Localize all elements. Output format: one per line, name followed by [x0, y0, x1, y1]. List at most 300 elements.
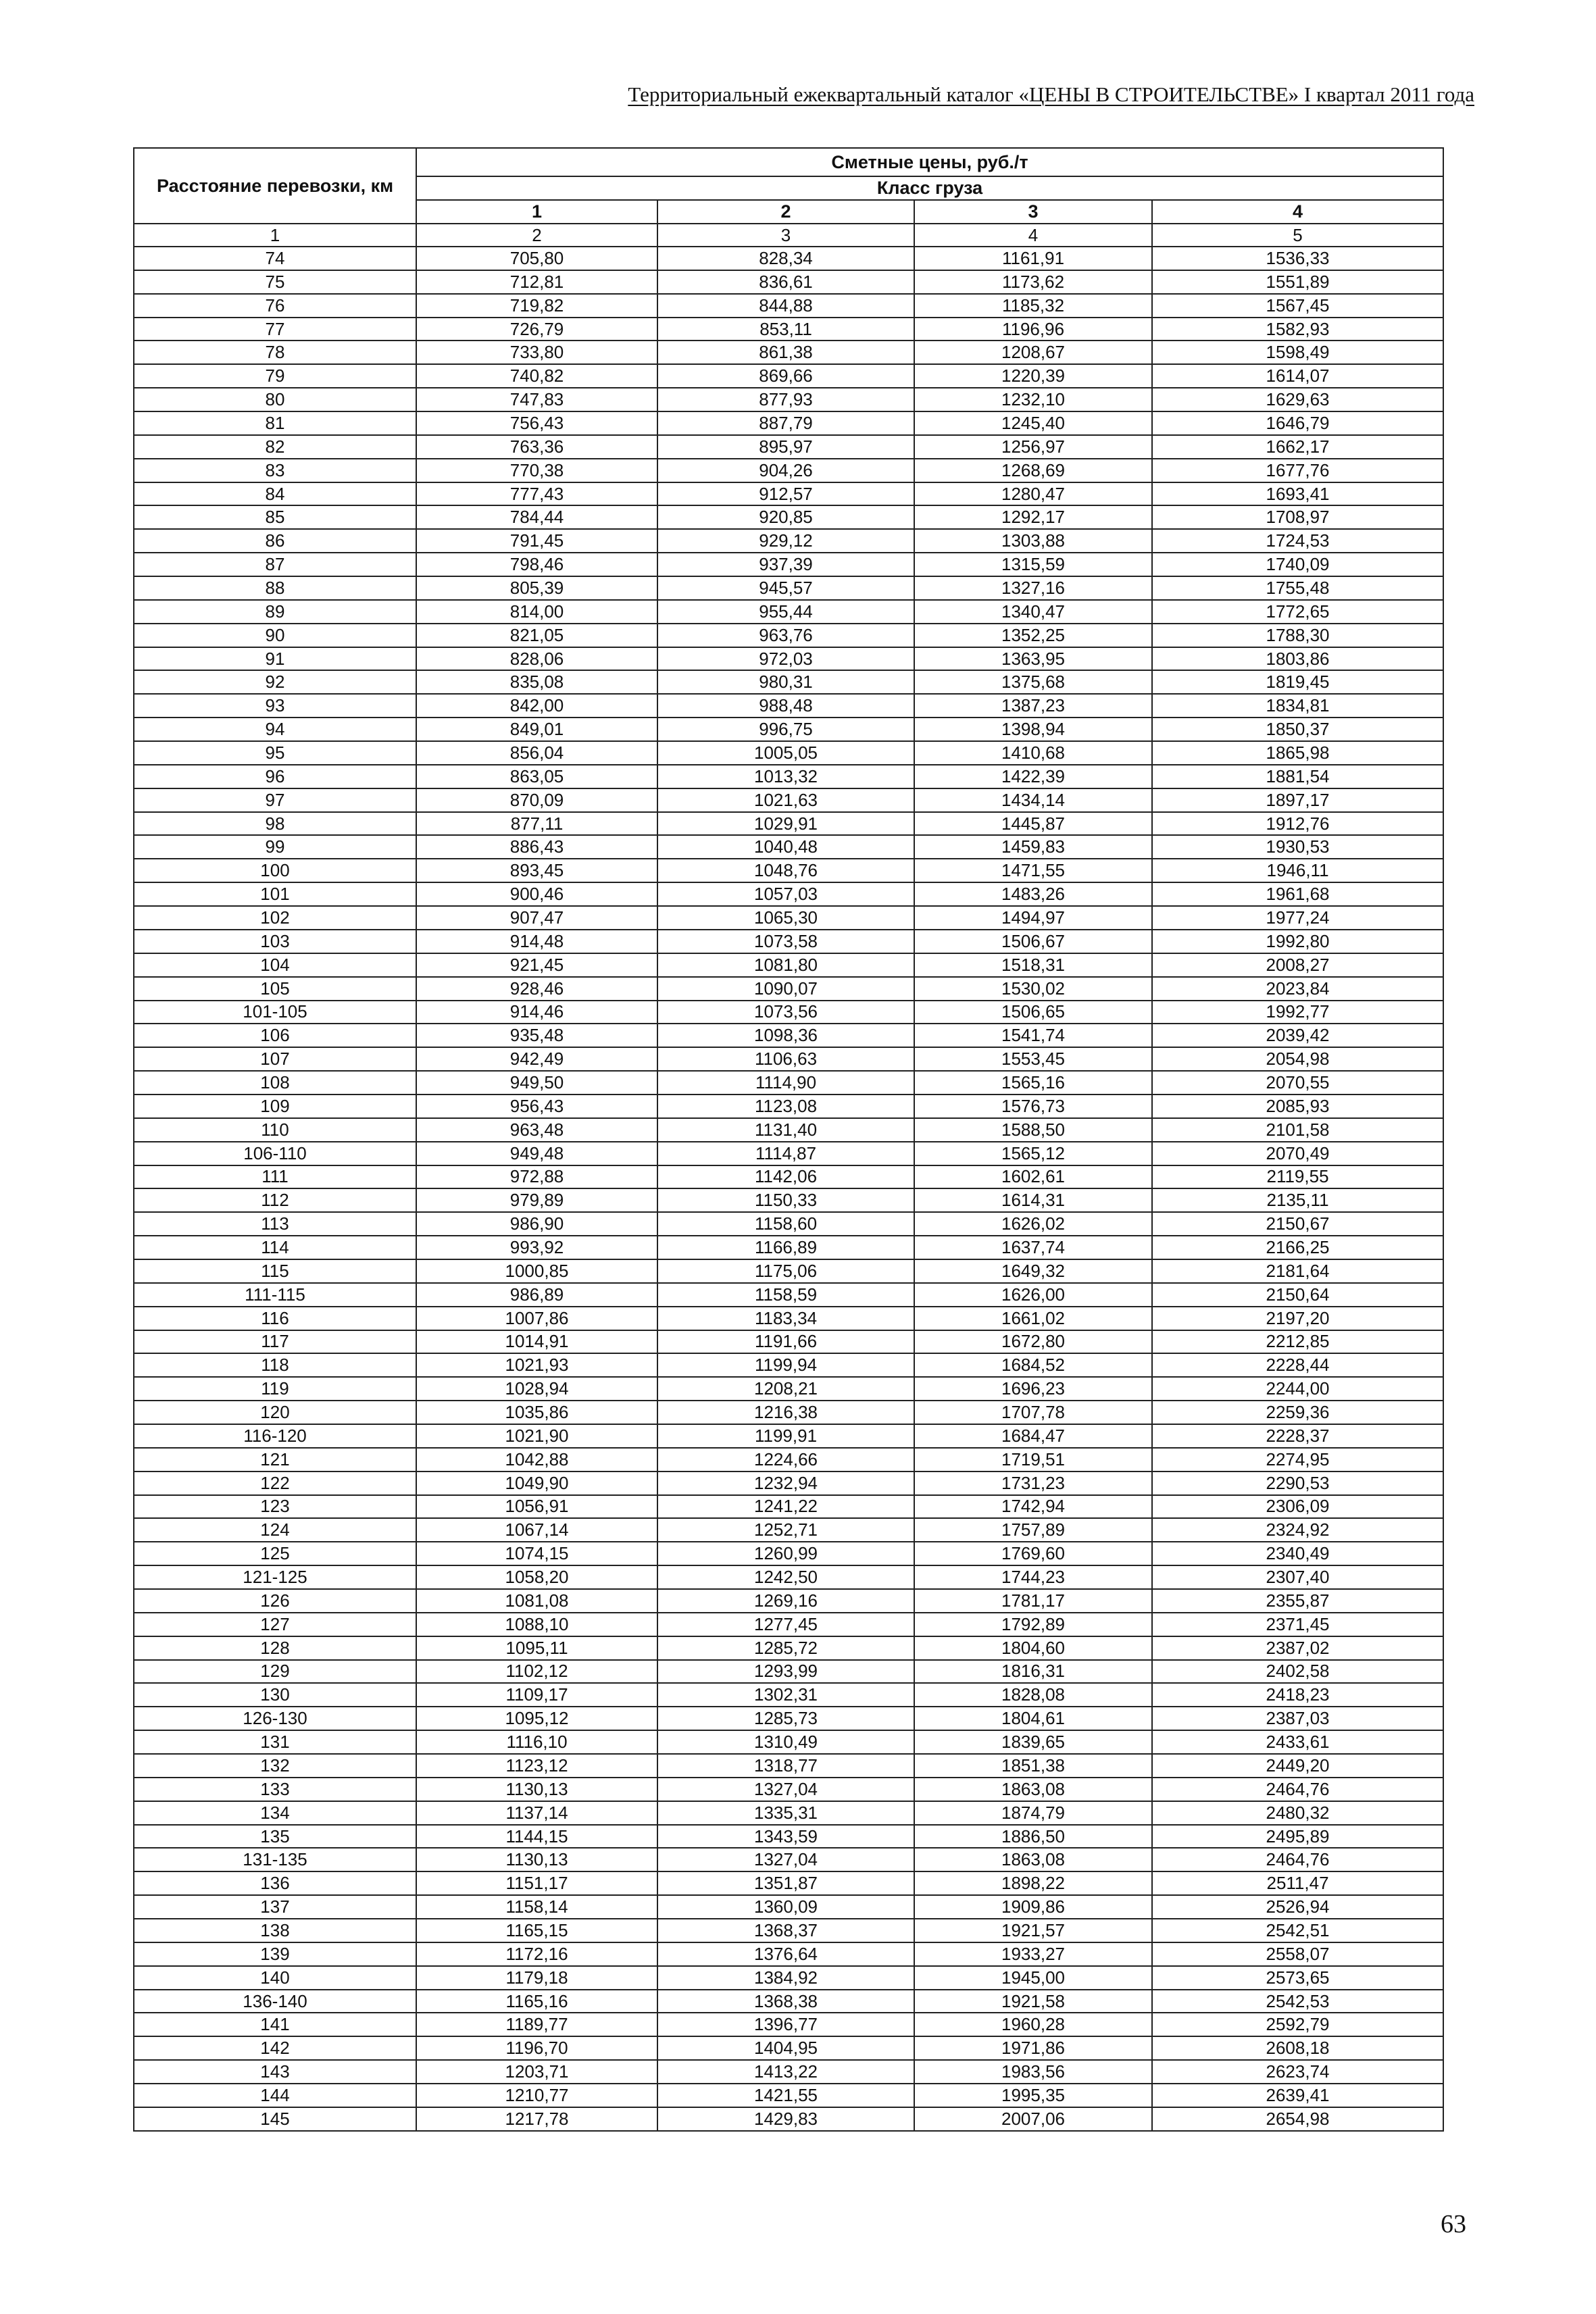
price-class-4-cell: 1708,97	[1152, 505, 1443, 529]
price-class-4-cell: 2639,41	[1152, 2084, 1443, 2107]
price-class-4-cell: 1598,49	[1152, 341, 1443, 364]
distance-cell: 134	[134, 1801, 416, 1825]
price-class-3-cell: 1541,74	[914, 1024, 1152, 1047]
price-class-2-cell: 1343,59	[657, 1825, 914, 1848]
distance-cell: 137	[134, 1895, 416, 1919]
distance-cell: 116	[134, 1307, 416, 1330]
price-class-3-cell: 2007,06	[914, 2107, 1152, 2131]
price-class-4-cell: 1740,09	[1152, 553, 1443, 576]
price-class-3-cell: 1208,67	[914, 341, 1152, 364]
table-row	[134, 1730, 1443, 1754]
price-class-4-cell: 2119,55	[1152, 1165, 1443, 1189]
table-row	[134, 600, 1443, 624]
distance-cell: 128	[134, 1636, 416, 1660]
price-class-4-cell: 2023,84	[1152, 977, 1443, 1001]
table-row	[134, 459, 1443, 482]
price-class-2-cell: 1158,59	[657, 1283, 914, 1307]
table-row	[134, 765, 1443, 788]
table-row	[134, 1707, 1443, 1730]
table-row	[134, 1778, 1443, 1801]
cargo-class-number: 2	[657, 200, 914, 224]
price-class-4-cell: 1850,37	[1152, 718, 1443, 741]
prices-column-header: Сметные цены, руб./т	[416, 148, 1443, 176]
price-class-4-cell: 2008,27	[1152, 953, 1443, 977]
price-class-2-cell: 1310,49	[657, 1730, 914, 1754]
price-class-2-cell: 1150,33	[657, 1188, 914, 1212]
distance-cell: 122	[134, 1472, 416, 1495]
distance-cell: 101	[134, 882, 416, 906]
price-class-4-cell: 1788,30	[1152, 624, 1443, 647]
distance-cell: 108	[134, 1071, 416, 1095]
price-class-2-cell: 929,12	[657, 529, 914, 553]
table-row	[134, 529, 1443, 553]
price-class-4-cell: 2228,44	[1152, 1353, 1443, 1377]
price-class-4-cell: 2623,74	[1152, 2060, 1443, 2084]
price-class-4-cell: 1961,68	[1152, 882, 1443, 906]
price-class-2-cell: 1421,55	[657, 2084, 914, 2107]
price-class-1-cell: 972,88	[416, 1165, 657, 1189]
price-class-2-cell: 1208,21	[657, 1377, 914, 1401]
distance-cell: 115	[134, 1259, 416, 1283]
price-class-2-cell: 861,38	[657, 341, 914, 364]
table-row	[134, 411, 1443, 435]
column-number: 3	[657, 224, 914, 247]
table-row	[134, 882, 1443, 906]
price-class-3-cell: 1471,55	[914, 859, 1152, 882]
price-class-2-cell: 1114,90	[657, 1071, 914, 1095]
table-row	[134, 2013, 1443, 2036]
price-class-4-cell: 2340,49	[1152, 1542, 1443, 1565]
price-class-1-cell: 821,05	[416, 624, 657, 647]
distance-cell: 131-135	[134, 1848, 416, 1871]
price-class-4-cell: 2054,98	[1152, 1047, 1443, 1071]
price-class-4-cell: 2039,42	[1152, 1024, 1443, 1047]
price-class-3-cell: 1553,45	[914, 1047, 1152, 1071]
table-row	[134, 953, 1443, 977]
price-class-2-cell: 1351,87	[657, 1871, 914, 1895]
price-class-2-cell: 1142,06	[657, 1165, 914, 1189]
price-class-3-cell: 1672,80	[914, 1330, 1152, 1354]
price-class-1-cell: 863,05	[416, 765, 657, 788]
price-class-1-cell: 928,46	[416, 977, 657, 1001]
table-row	[134, 1542, 1443, 1565]
table-row	[134, 647, 1443, 671]
price-class-1-cell: 842,00	[416, 694, 657, 718]
price-class-1-cell: 900,46	[416, 882, 657, 906]
price-class-1-cell: 979,89	[416, 1188, 657, 1212]
price-class-3-cell: 1933,27	[914, 1942, 1152, 1966]
price-class-1-cell: 1210,77	[416, 2084, 657, 2107]
price-class-3-cell: 1960,28	[914, 2013, 1152, 2036]
price-class-2-cell: 1065,30	[657, 906, 914, 930]
price-class-2-cell: 988,48	[657, 694, 914, 718]
price-class-4-cell: 2324,92	[1152, 1518, 1443, 1542]
price-class-2-cell: 877,93	[657, 388, 914, 411]
table-row	[134, 1212, 1443, 1236]
price-class-1-cell: 1217,78	[416, 2107, 657, 2131]
price-class-4-cell: 1930,53	[1152, 835, 1443, 859]
price-class-4-cell: 2592,79	[1152, 2013, 1443, 2036]
price-class-3-cell: 1804,60	[914, 1636, 1152, 1660]
table-row	[134, 1118, 1443, 1142]
price-class-3-cell: 1588,50	[914, 1118, 1152, 1142]
distance-cell: 109	[134, 1095, 416, 1118]
price-class-2-cell: 844,88	[657, 294, 914, 318]
price-class-2-cell: 1021,63	[657, 788, 914, 812]
price-class-4-cell: 2166,25	[1152, 1236, 1443, 1259]
price-class-2-cell: 920,85	[657, 505, 914, 529]
price-class-2-cell: 1114,87	[657, 1142, 914, 1165]
price-class-3-cell: 1684,47	[914, 1424, 1152, 1448]
price-class-1-cell: 963,48	[416, 1118, 657, 1142]
distance-cell: 145	[134, 2107, 416, 2131]
price-class-2-cell: 869,66	[657, 364, 914, 388]
distance-cell: 121	[134, 1448, 416, 1472]
price-class-1-cell: 1116,10	[416, 1730, 657, 1754]
price-class-4-cell: 2197,20	[1152, 1307, 1443, 1330]
price-class-4-cell: 2259,36	[1152, 1401, 1443, 1424]
price-class-2-cell: 1081,80	[657, 953, 914, 977]
price-class-2-cell: 963,76	[657, 624, 914, 647]
price-class-3-cell: 1256,97	[914, 435, 1152, 459]
price-class-3-cell: 1945,00	[914, 1966, 1152, 1990]
price-class-4-cell: 1912,76	[1152, 812, 1443, 836]
table-row	[134, 1236, 1443, 1259]
distance-cell: 139	[134, 1942, 416, 1966]
price-class-1-cell: 907,47	[416, 906, 657, 930]
price-class-1-cell: 1196,70	[416, 2036, 657, 2060]
price-class-1-cell: 1203,71	[416, 2060, 657, 2084]
price-class-2-cell: 895,97	[657, 435, 914, 459]
distance-cell: 95	[134, 741, 416, 765]
distance-column-header: Расстояние перевозки, км	[134, 148, 416, 224]
price-class-3-cell: 1303,88	[914, 529, 1152, 553]
price-class-1-cell: 726,79	[416, 318, 657, 341]
distance-cell: 96	[134, 765, 416, 788]
table-row	[134, 505, 1443, 529]
price-class-1-cell: 1014,91	[416, 1330, 657, 1354]
table-row	[134, 1966, 1443, 1990]
table-row	[134, 624, 1443, 647]
price-class-1-cell: 1123,12	[416, 1754, 657, 1778]
price-class-2-cell: 836,61	[657, 270, 914, 294]
price-class-1-cell: 1095,12	[416, 1707, 657, 1730]
price-class-1-cell: 784,44	[416, 505, 657, 529]
table-row	[134, 341, 1443, 364]
distance-cell: 132	[134, 1754, 416, 1778]
price-class-4-cell: 1819,45	[1152, 670, 1443, 694]
price-class-1-cell: 747,83	[416, 388, 657, 411]
price-class-1-cell: 1049,90	[416, 1472, 657, 1495]
table-row	[134, 553, 1443, 576]
distance-cell: 107	[134, 1047, 416, 1071]
price-class-2-cell: 1057,03	[657, 882, 914, 906]
table-row	[134, 1754, 1443, 1778]
table-row	[134, 1660, 1443, 1684]
distance-cell: 91	[134, 647, 416, 671]
price-class-1-cell: 1130,13	[416, 1778, 657, 1801]
distance-cell: 111-115	[134, 1283, 416, 1307]
distance-cell: 75	[134, 270, 416, 294]
table-row	[134, 977, 1443, 1001]
distance-cell: 102	[134, 906, 416, 930]
price-class-3-cell: 1518,31	[914, 953, 1152, 977]
price-class-2-cell: 1232,94	[657, 1472, 914, 1495]
price-class-3-cell: 1565,16	[914, 1071, 1152, 1095]
price-class-2-cell: 1199,91	[657, 1424, 914, 1448]
price-class-4-cell: 2181,64	[1152, 1259, 1443, 1283]
price-class-1-cell: 886,43	[416, 835, 657, 859]
price-class-3-cell: 1459,83	[914, 835, 1152, 859]
price-class-1-cell: 1000,85	[416, 1259, 657, 1283]
price-class-3-cell: 1506,67	[914, 930, 1152, 953]
price-class-3-cell: 1828,08	[914, 1683, 1152, 1707]
distance-cell: 116-120	[134, 1424, 416, 1448]
price-class-3-cell: 1398,94	[914, 718, 1152, 741]
distance-cell: 88	[134, 576, 416, 600]
distance-cell: 105	[134, 977, 416, 1001]
table-row	[134, 1613, 1443, 1636]
price-class-4-cell: 2526,94	[1152, 1895, 1443, 1919]
price-class-1-cell: 1179,18	[416, 1966, 657, 1990]
price-class-3-cell: 1327,16	[914, 576, 1152, 600]
price-class-4-cell: 2306,09	[1152, 1495, 1443, 1519]
price-class-1-cell: 914,48	[416, 930, 657, 953]
price-class-3-cell: 1661,02	[914, 1307, 1152, 1330]
price-class-2-cell: 1404,95	[657, 2036, 914, 2060]
price-class-3-cell: 1909,86	[914, 1895, 1152, 1919]
price-class-1-cell: 1165,16	[416, 1990, 657, 2013]
table-row	[134, 2084, 1443, 2107]
price-class-1-cell: 1144,15	[416, 1825, 657, 1848]
price-class-4-cell: 1834,81	[1152, 694, 1443, 718]
price-class-1-cell: 1058,20	[416, 1565, 657, 1589]
distance-cell: 113	[134, 1212, 416, 1236]
price-class-4-cell: 2654,98	[1152, 2107, 1443, 2131]
price-class-3-cell: 1232,10	[914, 388, 1152, 411]
price-class-2-cell: 1335,31	[657, 1801, 914, 1825]
price-class-3-cell: 1898,22	[914, 1871, 1152, 1895]
price-class-2-cell: 912,57	[657, 482, 914, 506]
price-class-4-cell: 2542,51	[1152, 1919, 1443, 1942]
distance-cell: 98	[134, 812, 416, 836]
price-class-3-cell: 1602,61	[914, 1165, 1152, 1189]
price-class-3-cell: 1863,08	[914, 1848, 1152, 1871]
price-class-2-cell: 1269,16	[657, 1589, 914, 1613]
price-class-1-cell: 1172,16	[416, 1942, 657, 1966]
table-row	[134, 1871, 1443, 1895]
distance-cell: 78	[134, 341, 416, 364]
price-class-1-cell: 814,00	[416, 600, 657, 624]
distance-cell: 76	[134, 294, 416, 318]
price-class-4-cell: 1567,45	[1152, 294, 1443, 318]
price-class-4-cell: 1614,07	[1152, 364, 1443, 388]
price-class-1-cell: 740,82	[416, 364, 657, 388]
price-class-4-cell: 1536,33	[1152, 247, 1443, 270]
distance-cell: 86	[134, 529, 416, 553]
price-class-3-cell: 1921,58	[914, 1990, 1152, 2013]
table-row	[134, 1518, 1443, 1542]
distance-cell: 93	[134, 694, 416, 718]
price-class-4-cell: 1772,65	[1152, 600, 1443, 624]
price-class-1-cell: 791,45	[416, 529, 657, 553]
price-class-1-cell: 719,82	[416, 294, 657, 318]
price-class-2-cell: 828,34	[657, 247, 914, 270]
price-class-1-cell: 1137,14	[416, 1801, 657, 1825]
price-class-2-cell: 1429,83	[657, 2107, 914, 2131]
price-class-2-cell: 1090,07	[657, 977, 914, 1001]
table-row	[134, 1095, 1443, 1118]
price-class-2-cell: 1183,34	[657, 1307, 914, 1330]
price-class-4-cell: 2480,32	[1152, 1801, 1443, 1825]
price-class-2-cell: 937,39	[657, 553, 914, 576]
table-row	[134, 1895, 1443, 1919]
table-row	[134, 388, 1443, 411]
table-row	[134, 482, 1443, 506]
distance-cell: 135	[134, 1825, 416, 1848]
distance-cell: 124	[134, 1518, 416, 1542]
distance-cell: 84	[134, 482, 416, 506]
price-class-1-cell: 1028,94	[416, 1377, 657, 1401]
price-class-2-cell: 1166,89	[657, 1236, 914, 1259]
price-class-1-cell: 756,43	[416, 411, 657, 435]
distance-cell: 120	[134, 1401, 416, 1424]
price-class-1-cell: 1158,14	[416, 1895, 657, 1919]
table-row	[134, 270, 1443, 294]
table-row	[134, 930, 1443, 953]
price-class-1-cell: 849,01	[416, 718, 657, 741]
price-class-1-cell: 763,36	[416, 435, 657, 459]
distance-cell: 136-140	[134, 1990, 416, 2013]
distance-cell: 106-110	[134, 1142, 416, 1165]
price-class-3-cell: 1340,47	[914, 600, 1152, 624]
distance-cell: 104	[134, 953, 416, 977]
table-row	[134, 1424, 1443, 1448]
column-number: 1	[134, 224, 416, 247]
table-row	[134, 1024, 1443, 1047]
price-class-1-cell: 1056,91	[416, 1495, 657, 1519]
price-class-1-cell: 1035,86	[416, 1401, 657, 1424]
distance-cell: 131	[134, 1730, 416, 1754]
price-class-3-cell: 1434,14	[914, 788, 1152, 812]
price-class-3-cell: 1744,23	[914, 1565, 1152, 1589]
distance-cell: 144	[134, 2084, 416, 2107]
price-class-1-cell: 805,39	[416, 576, 657, 600]
table-row	[134, 812, 1443, 836]
table-row	[134, 906, 1443, 930]
table-row	[134, 1801, 1443, 1825]
price-class-2-cell: 1285,72	[657, 1636, 914, 1660]
price-class-4-cell: 2274,95	[1152, 1448, 1443, 1472]
price-class-4-cell: 2449,20	[1152, 1754, 1443, 1778]
price-class-2-cell: 1327,04	[657, 1778, 914, 1801]
distance-cell: 103	[134, 930, 416, 953]
price-class-4-cell: 2558,07	[1152, 1942, 1443, 1966]
price-class-2-cell: 955,44	[657, 600, 914, 624]
distance-cell: 141	[134, 2013, 416, 2036]
price-class-2-cell: 1396,77	[657, 2013, 914, 2036]
price-class-1-cell: 1074,15	[416, 1542, 657, 1565]
price-class-2-cell: 1106,63	[657, 1047, 914, 1071]
price-class-3-cell: 1742,94	[914, 1495, 1152, 1519]
price-class-1-cell: 705,80	[416, 247, 657, 270]
price-class-2-cell: 853,11	[657, 318, 914, 341]
price-class-1-cell: 877,11	[416, 812, 657, 836]
table-row	[134, 718, 1443, 741]
table-row	[134, 1448, 1443, 1472]
table-row	[134, 788, 1443, 812]
price-class-4-cell: 2511,47	[1152, 1871, 1443, 1895]
price-class-1-cell: 798,46	[416, 553, 657, 576]
distance-cell: 133	[134, 1778, 416, 1801]
price-class-3-cell: 1983,56	[914, 2060, 1152, 2084]
price-class-1-cell: 1088,10	[416, 1613, 657, 1636]
table-row	[134, 364, 1443, 388]
price-class-1-cell: 1165,15	[416, 1919, 657, 1942]
table-row	[134, 1942, 1443, 1966]
distance-cell: 94	[134, 718, 416, 741]
price-class-4-cell: 1977,24	[1152, 906, 1443, 930]
price-class-2-cell: 996,75	[657, 718, 914, 741]
distance-cell: 92	[134, 670, 416, 694]
price-class-2-cell: 1029,91	[657, 812, 914, 836]
price-class-4-cell: 2101,58	[1152, 1118, 1443, 1142]
price-class-4-cell: 1646,79	[1152, 411, 1443, 435]
price-class-1-cell: 1095,11	[416, 1636, 657, 1660]
price-class-3-cell: 1696,23	[914, 1377, 1152, 1401]
price-class-4-cell: 2355,87	[1152, 1589, 1443, 1613]
table-row	[134, 741, 1443, 765]
price-class-2-cell: 1040,48	[657, 835, 914, 859]
price-class-2-cell: 1158,60	[657, 1212, 914, 1236]
table-row	[134, 1848, 1443, 1871]
price-class-3-cell: 1614,31	[914, 1188, 1152, 1212]
distance-cell: 143	[134, 2060, 416, 2084]
distance-cell: 114	[134, 1236, 416, 1259]
price-class-2-cell: 1285,73	[657, 1707, 914, 1730]
distance-cell: 142	[134, 2036, 416, 2060]
price-class-1-cell: 921,45	[416, 953, 657, 977]
price-class-4-cell: 2135,11	[1152, 1188, 1443, 1212]
distance-cell: 123	[134, 1495, 416, 1519]
price-class-2-cell: 1260,99	[657, 1542, 914, 1565]
table-row	[134, 435, 1443, 459]
price-class-4-cell: 2371,45	[1152, 1613, 1443, 1636]
price-class-4-cell: 1755,48	[1152, 576, 1443, 600]
price-class-1-cell: 1109,17	[416, 1683, 657, 1707]
table-row	[134, 1683, 1443, 1707]
price-class-3-cell: 1185,32	[914, 294, 1152, 318]
price-class-4-cell: 1724,53	[1152, 529, 1443, 553]
table-row	[134, 1283, 1443, 1307]
price-class-3-cell: 1576,73	[914, 1095, 1152, 1118]
price-class-4-cell: 2418,23	[1152, 1683, 1443, 1707]
price-class-1-cell: 1081,08	[416, 1589, 657, 1613]
price-class-1-cell: 956,43	[416, 1095, 657, 1118]
price-class-4-cell: 1693,41	[1152, 482, 1443, 506]
price-class-1-cell: 835,08	[416, 670, 657, 694]
price-class-4-cell: 2212,85	[1152, 1330, 1443, 1354]
price-class-3-cell: 1565,12	[914, 1142, 1152, 1165]
distance-cell: 138	[134, 1919, 416, 1942]
price-class-4-cell: 2387,03	[1152, 1707, 1443, 1730]
page-header	[0, 80, 1596, 109]
price-class-4-cell: 2070,49	[1152, 1142, 1443, 1165]
price-class-1-cell: 986,90	[416, 1212, 657, 1236]
price-class-2-cell: 1073,56	[657, 1001, 914, 1024]
price-class-1-cell: 1021,93	[416, 1353, 657, 1377]
price-class-3-cell: 1839,65	[914, 1730, 1152, 1754]
